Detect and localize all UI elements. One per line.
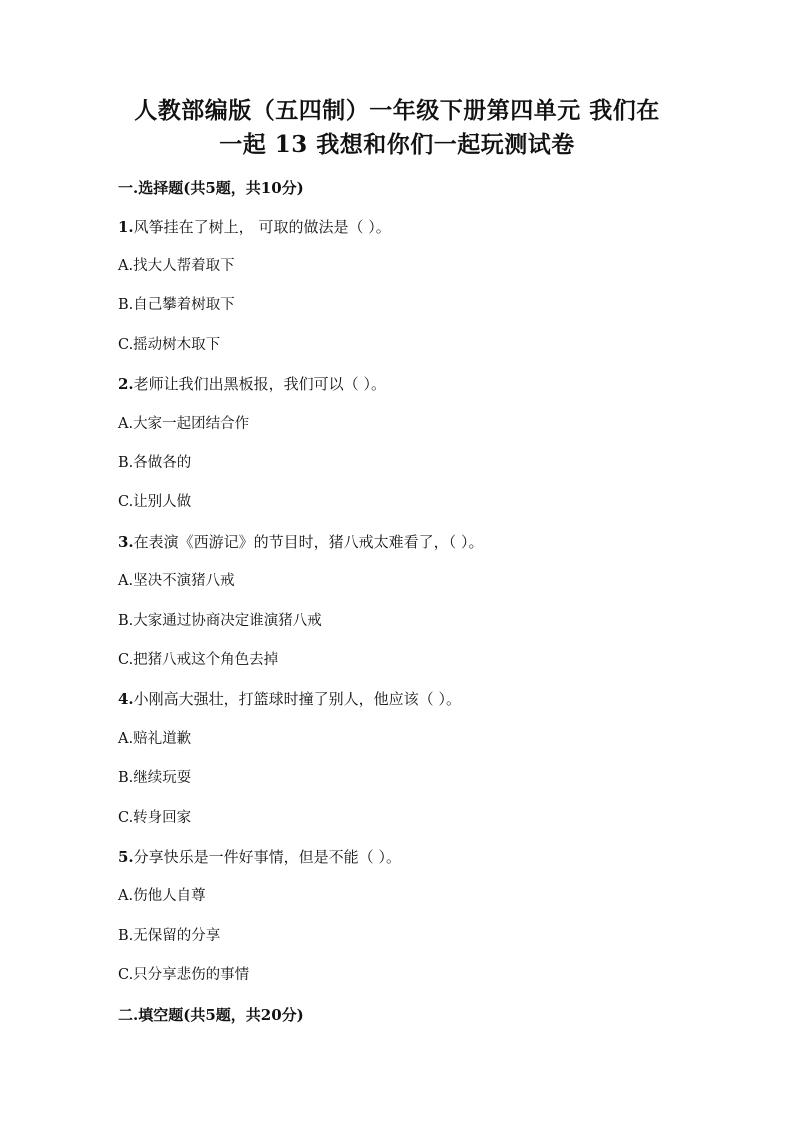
question-number: 5.: [118, 848, 134, 866]
question-2: [118, 377, 386, 392]
question-stem: 小刚高大强壮，打篮球时撞了别人，他应该（ ）。: [133, 690, 461, 708]
question-3: [118, 535, 483, 550]
question-stem: 在表演《西游记》的节目时，猪八戒太难看了，（ ）。: [133, 533, 484, 551]
question-5: [118, 850, 401, 865]
question-number: 4.: [118, 690, 134, 708]
question-3-option-a: A.坚决不演猪八戒: [118, 573, 235, 589]
question-4-option-b: B.继续玩耍: [118, 770, 192, 786]
question-2-option-b: B.各做各的: [118, 455, 192, 471]
question-1: [118, 220, 391, 235]
question-4-option-a: A.赔礼道歉: [118, 731, 192, 747]
page-title-line-1: 人教部编版（五四制）一年级下册第四单元 我们在: [134, 97, 660, 124]
page-title-line-2: 一起 13 我想和你们一起玩测试卷: [219, 131, 575, 158]
question-stem: 风筝挂在了树上， 可取的做法是（ ）。: [133, 218, 391, 236]
question-5-option-a: A.伤他人自尊: [118, 888, 206, 904]
question-2-option-a: A.大家一起团结合作: [118, 416, 250, 432]
question-4: [118, 692, 461, 707]
question-5-option-c: C.只分享悲伤的事情: [118, 967, 250, 983]
question-3-option-b: B.大家通过协商决定谁演猪八戒: [118, 613, 322, 629]
section-heading-fill-in: 二.填空题(共5题，共20分): [118, 1006, 304, 1024]
question-1-option-b: B.自己攀着树取下: [118, 297, 235, 313]
question-1-option-a: A.找大人帮着取下: [118, 258, 235, 274]
section-heading-choice: 一.选择题(共5题，共10分): [118, 179, 304, 197]
question-stem: 分享快乐是一件好事情，但是不能（ ）。: [133, 848, 401, 866]
question-stem: 老师让我们出黑板报，我们可以（ ）。: [133, 375, 386, 393]
question-2-option-c: C.让别人做: [118, 494, 192, 510]
question-4-option-c: C.转身回家: [118, 810, 192, 826]
question-number: 3.: [118, 533, 134, 551]
question-5-option-b: B.无保留的分享: [118, 928, 221, 944]
question-1-option-c: C.摇动树木取下: [118, 337, 221, 353]
question-3-option-c: C.把猪八戒这个角色去掉: [118, 652, 279, 668]
question-number: 2.: [118, 375, 134, 393]
question-number: 1.: [118, 218, 134, 236]
